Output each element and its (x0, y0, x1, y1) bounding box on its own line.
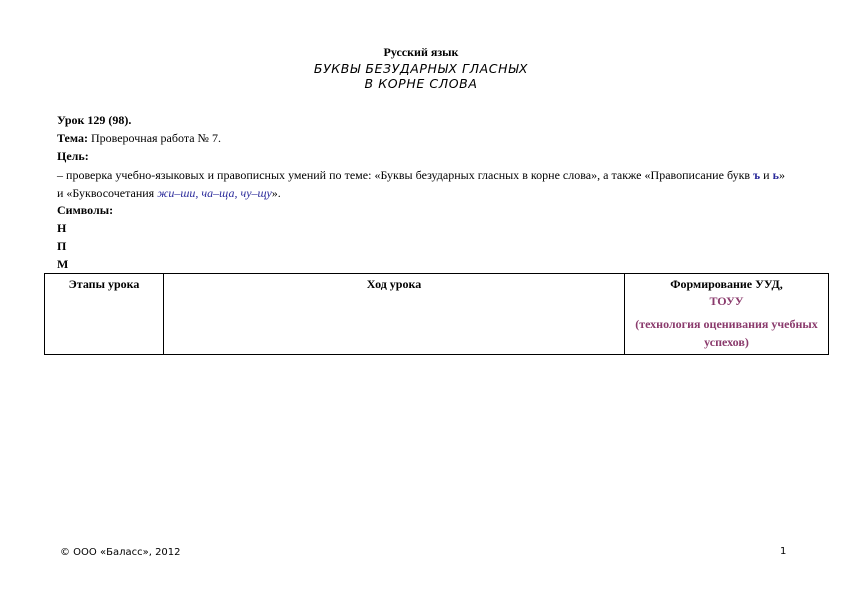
symbols-label: Символы: (57, 203, 114, 217)
symbol-m: М (57, 257, 69, 271)
header-lesson-flow: Ход урока (164, 274, 625, 355)
symbol-p: П (57, 239, 67, 253)
uud-label: Формирование УУД, (670, 277, 783, 291)
goal-combinations: жи–ши, ча–ща, чу–щу (157, 186, 272, 200)
page-number: 1 (780, 546, 787, 557)
subject-heading: Русский язык (383, 45, 459, 59)
lesson-table (44, 273, 829, 355)
goal-text-part-1: – проверка учебно-языковых и правописных умений по теме: «Буквы безударных гласных в корне слова», а также «Правописание букв (57, 168, 754, 182)
lesson-title (0, 61, 842, 91)
goal-letter-soft-sign: ь (772, 168, 779, 182)
topic-value: Проверочная работа № 7. (90, 131, 221, 145)
header-uud (625, 274, 829, 355)
goal-label: Цель: (57, 149, 89, 163)
title-line-2: В КОРНЕ СЛОВА (364, 76, 478, 91)
goal-text-part-2: » и «Буквосочетания (57, 168, 785, 200)
lesson-number: Урок 129 (98). (57, 113, 132, 127)
topic-line (57, 130, 785, 147)
toyu-description: (технология оценивания учебных успехов) (635, 317, 818, 349)
goal-and: и (760, 168, 773, 182)
goal-text (57, 166, 785, 202)
goal-text-part-3: ». (271, 186, 281, 200)
header-stages: Этапы урока (45, 274, 164, 355)
copyright-footer: © ООО «Баласс», 2012 (60, 547, 181, 558)
toyu-label: ТОУУ (709, 294, 744, 308)
symbol-n: Н (57, 221, 67, 235)
table-header-row (45, 274, 829, 355)
goal-letter-hard-sign: ъ (753, 168, 761, 182)
topic-label: Тема: (57, 131, 88, 145)
title-line-1: БУКВЫ БЕЗУДАРНЫХ ГЛАСНЫХ (313, 61, 529, 76)
